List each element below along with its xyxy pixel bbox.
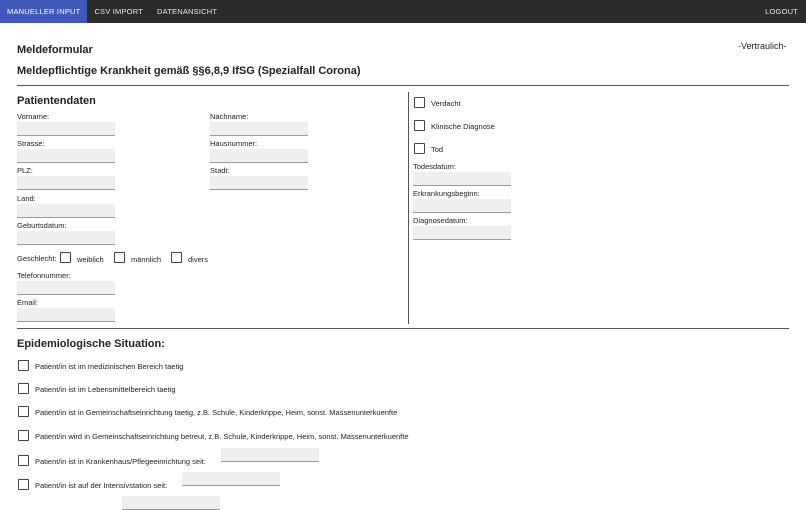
disease-title: Meldepflichtige Krankheit gemäß §§6,8,9 IfSG (Spezialfall Corona)	[17, 65, 361, 77]
birthdate-label: Geburtsdatum:	[17, 221, 67, 230]
epi-medical-label: Patient/in ist im medizinischen Bereich taetig	[35, 362, 184, 371]
gender-diverse-label: divers	[188, 255, 209, 264]
diagnosis-date-label: Diagnosedatum:	[413, 216, 468, 225]
logout-button[interactable]: LOGOUT	[765, 7, 798, 16]
header-divider	[17, 85, 789, 86]
epi-community-work-checkbox[interactable]	[18, 406, 29, 417]
epi-icu-checkbox[interactable]	[18, 479, 29, 490]
clinical-diagnosis-label: Klinische Diagnose	[431, 122, 495, 131]
death-date-label: Todesdatum:	[413, 162, 456, 171]
death-label: Tod	[431, 145, 444, 154]
epi-section-title: Epidemiologische Situation:	[17, 338, 165, 350]
city-label: Stadt:	[210, 166, 230, 175]
zip-input[interactable]	[17, 176, 115, 190]
column-divider	[408, 92, 409, 324]
death-checkbox[interactable]	[414, 143, 425, 154]
street-label: Strasse:	[17, 139, 45, 148]
country-label: Land:	[17, 194, 36, 203]
patient-section-title: Patientendaten	[17, 95, 96, 107]
epi-food-label: Patient/in ist im Lebensmittelbereich taetig	[35, 385, 176, 394]
confidential-label: -Vertraulich-	[738, 41, 787, 51]
phone-label: Telefonnummer:	[17, 271, 71, 280]
diagnosis-date-input[interactable]	[413, 226, 511, 240]
death-date-input[interactable]	[413, 172, 511, 186]
epi-food-checkbox[interactable]	[18, 383, 29, 394]
house-number-label: Hausnummer:	[210, 139, 258, 148]
tab-manueller-input[interactable]: MANUELLER INPUT	[0, 0, 87, 23]
house-number-input[interactable]	[210, 149, 308, 163]
suspected-label: Verdacht	[431, 99, 461, 108]
epi-medical-checkbox[interactable]	[18, 360, 29, 371]
epi-community-care-label: Patient/in wird in Gemeinschaftseinrichtung betreut, z.B. Schule, Kinderkrippe, Heim, sonst. Massenunterkuenfte	[35, 432, 409, 441]
gender-male-label: männlich	[131, 255, 162, 264]
zip-label: PLZ:	[17, 166, 33, 175]
onset-input[interactable]	[413, 199, 511, 213]
first-name-input[interactable]	[17, 122, 115, 136]
top-nav-bar	[0, 0, 806, 23]
gender-label: Geschlecht:	[17, 254, 57, 263]
street-input[interactable]	[17, 149, 115, 163]
tab-csv-import[interactable]: CSV IMPORT	[94, 7, 143, 16]
tab-datenansicht[interactable]: DATENANSICHT	[156, 7, 218, 16]
gender-female-label: weiblich	[77, 255, 104, 264]
city-input[interactable]	[210, 176, 308, 190]
epi-hospital-checkbox[interactable]	[18, 455, 29, 466]
gender-male-checkbox[interactable]	[114, 252, 125, 263]
onset-label: Erkrankungsbeginn:	[413, 189, 480, 198]
last-name-input[interactable]	[210, 122, 308, 136]
phone-input[interactable]	[17, 281, 115, 295]
epi-community-work-label: Patient/in ist in Gemeinschaftseinrichtung taetig, z.B. Schule, Kinderkrippe, Heim, sonst. Massenunterkuenfte	[35, 408, 398, 417]
last-name-label: Nachname:	[210, 112, 249, 121]
gender-diverse-checkbox[interactable]	[171, 252, 182, 263]
gender-female-checkbox[interactable]	[60, 252, 71, 263]
epi-community-care-checkbox[interactable]	[18, 430, 29, 441]
birthdate-input[interactable]	[17, 231, 115, 245]
form-title: Meldeformular	[17, 44, 93, 56]
icu-since-input[interactable]	[182, 472, 280, 486]
hospital-since-input[interactable]	[221, 448, 319, 462]
suspected-checkbox[interactable]	[414, 97, 425, 108]
patient-divider	[17, 328, 789, 329]
email-label: Email:	[17, 298, 38, 307]
epi-icu-label: Patient/in ist auf der Intensivstation seit:	[35, 481, 168, 490]
epi-hospital-label: Patient/in ist in Krankenhaus/Pflegeeinrichtung seit:	[35, 457, 206, 466]
first-name-label: Vorname:	[17, 112, 50, 121]
country-input[interactable]	[17, 204, 115, 218]
additional-input[interactable]	[122, 496, 220, 510]
email-input[interactable]	[17, 308, 115, 322]
clinical-diagnosis-checkbox[interactable]	[414, 120, 425, 131]
